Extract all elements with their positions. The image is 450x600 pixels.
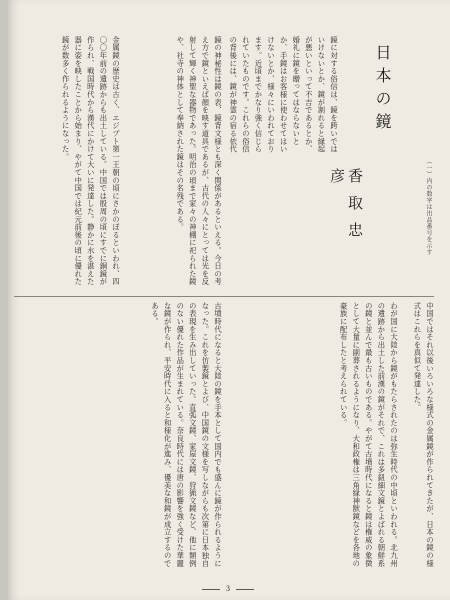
top-intro-paragraph: 鏡に対する俗信は、鏡を跨いではいけないとか、鏡が割れると縁起が悪いといって不吉であるとか、婚礼に鏡を贈ってはならないとか、手鏡はお客様に使わせてはいけないとか、様々にいわれております。近頃までかなり強く信じられていたものです。これらの俗信の背後には、鏡が神霊の宿る依代	[229, 36, 339, 153]
article-author: 香取忠彦	[328, 168, 364, 249]
article-title: 日本の鏡	[373, 44, 392, 136]
bottom-body-column-a: わが国に大陸から鏡がもたらされたのは弥生時代の中頃といわれる。北九州の遺跡から出土した前漢の鏡がそれで、これは多鈕細文鏡とよばれる朝鮮系の鏡と並んで最も古いものである。やがて古墳時代になると鏡は権威の象徴として大量に副葬されるようになり、大和政権は三角縁神獣鏡などを各地の豪族に配布したと考えられている。	[339, 302, 399, 568]
top-body-column-b: 金属鏡の歴史は古く、エジプト第一王朝の頃にさかのぼるといわれ、四〇〇年前の遺跡からも出土している。中国では殷周の頃にすでに銅鏡が作られ、戦国時代から漢代にかけて大いに発達した。静かに水を湛えた器に姿を映したことから始まり、やがて中国では紀元前後の頃に優れた鏡が数多く作られるようになった。	[61, 36, 121, 286]
article-note: （一）内の数字は出品番号を示す	[425, 158, 432, 256]
top-body-column-a: 鏡の神秘性は鏡の表、鏡背文様とも深く関係があるといえる。今日の考え方で鏡といえば顔を映す道具であるが、古代の人々にとっては光を反射して輝く神聖な器物であった。明治の頃まで家々の神棚に祀られた鏡や、社寺の神体として奉納された鏡はその名残である。	[176, 36, 223, 286]
page-number: 3	[6, 585, 450, 593]
bottom-intro-column: 中国ではそれ以後いろいろな様式の金属鏡が作られてきたが、日本の鏡の様式はこれらを真似て発達した。	[413, 302, 435, 568]
bottom-body-column-b: 古墳時代になると大陸の鏡を手本として国内でも盛んに鏡が作られるようになった。これを仿製鏡とよび、中国鏡の文様を写しながらも次第に日本独自の表現を生み出していった。直弧文鏡、家屋文鏡、狩猟文鏡など、他に類例のない優れた作品が生まれている。奈良時代には唐の影響を強く受けた華麗な鏡が作られ、平安時代に入ると和様化が進み、優美な和鏡が成立するのである。	[151, 302, 223, 568]
section-divider	[14, 296, 434, 297]
document-page	[6, 0, 450, 600]
